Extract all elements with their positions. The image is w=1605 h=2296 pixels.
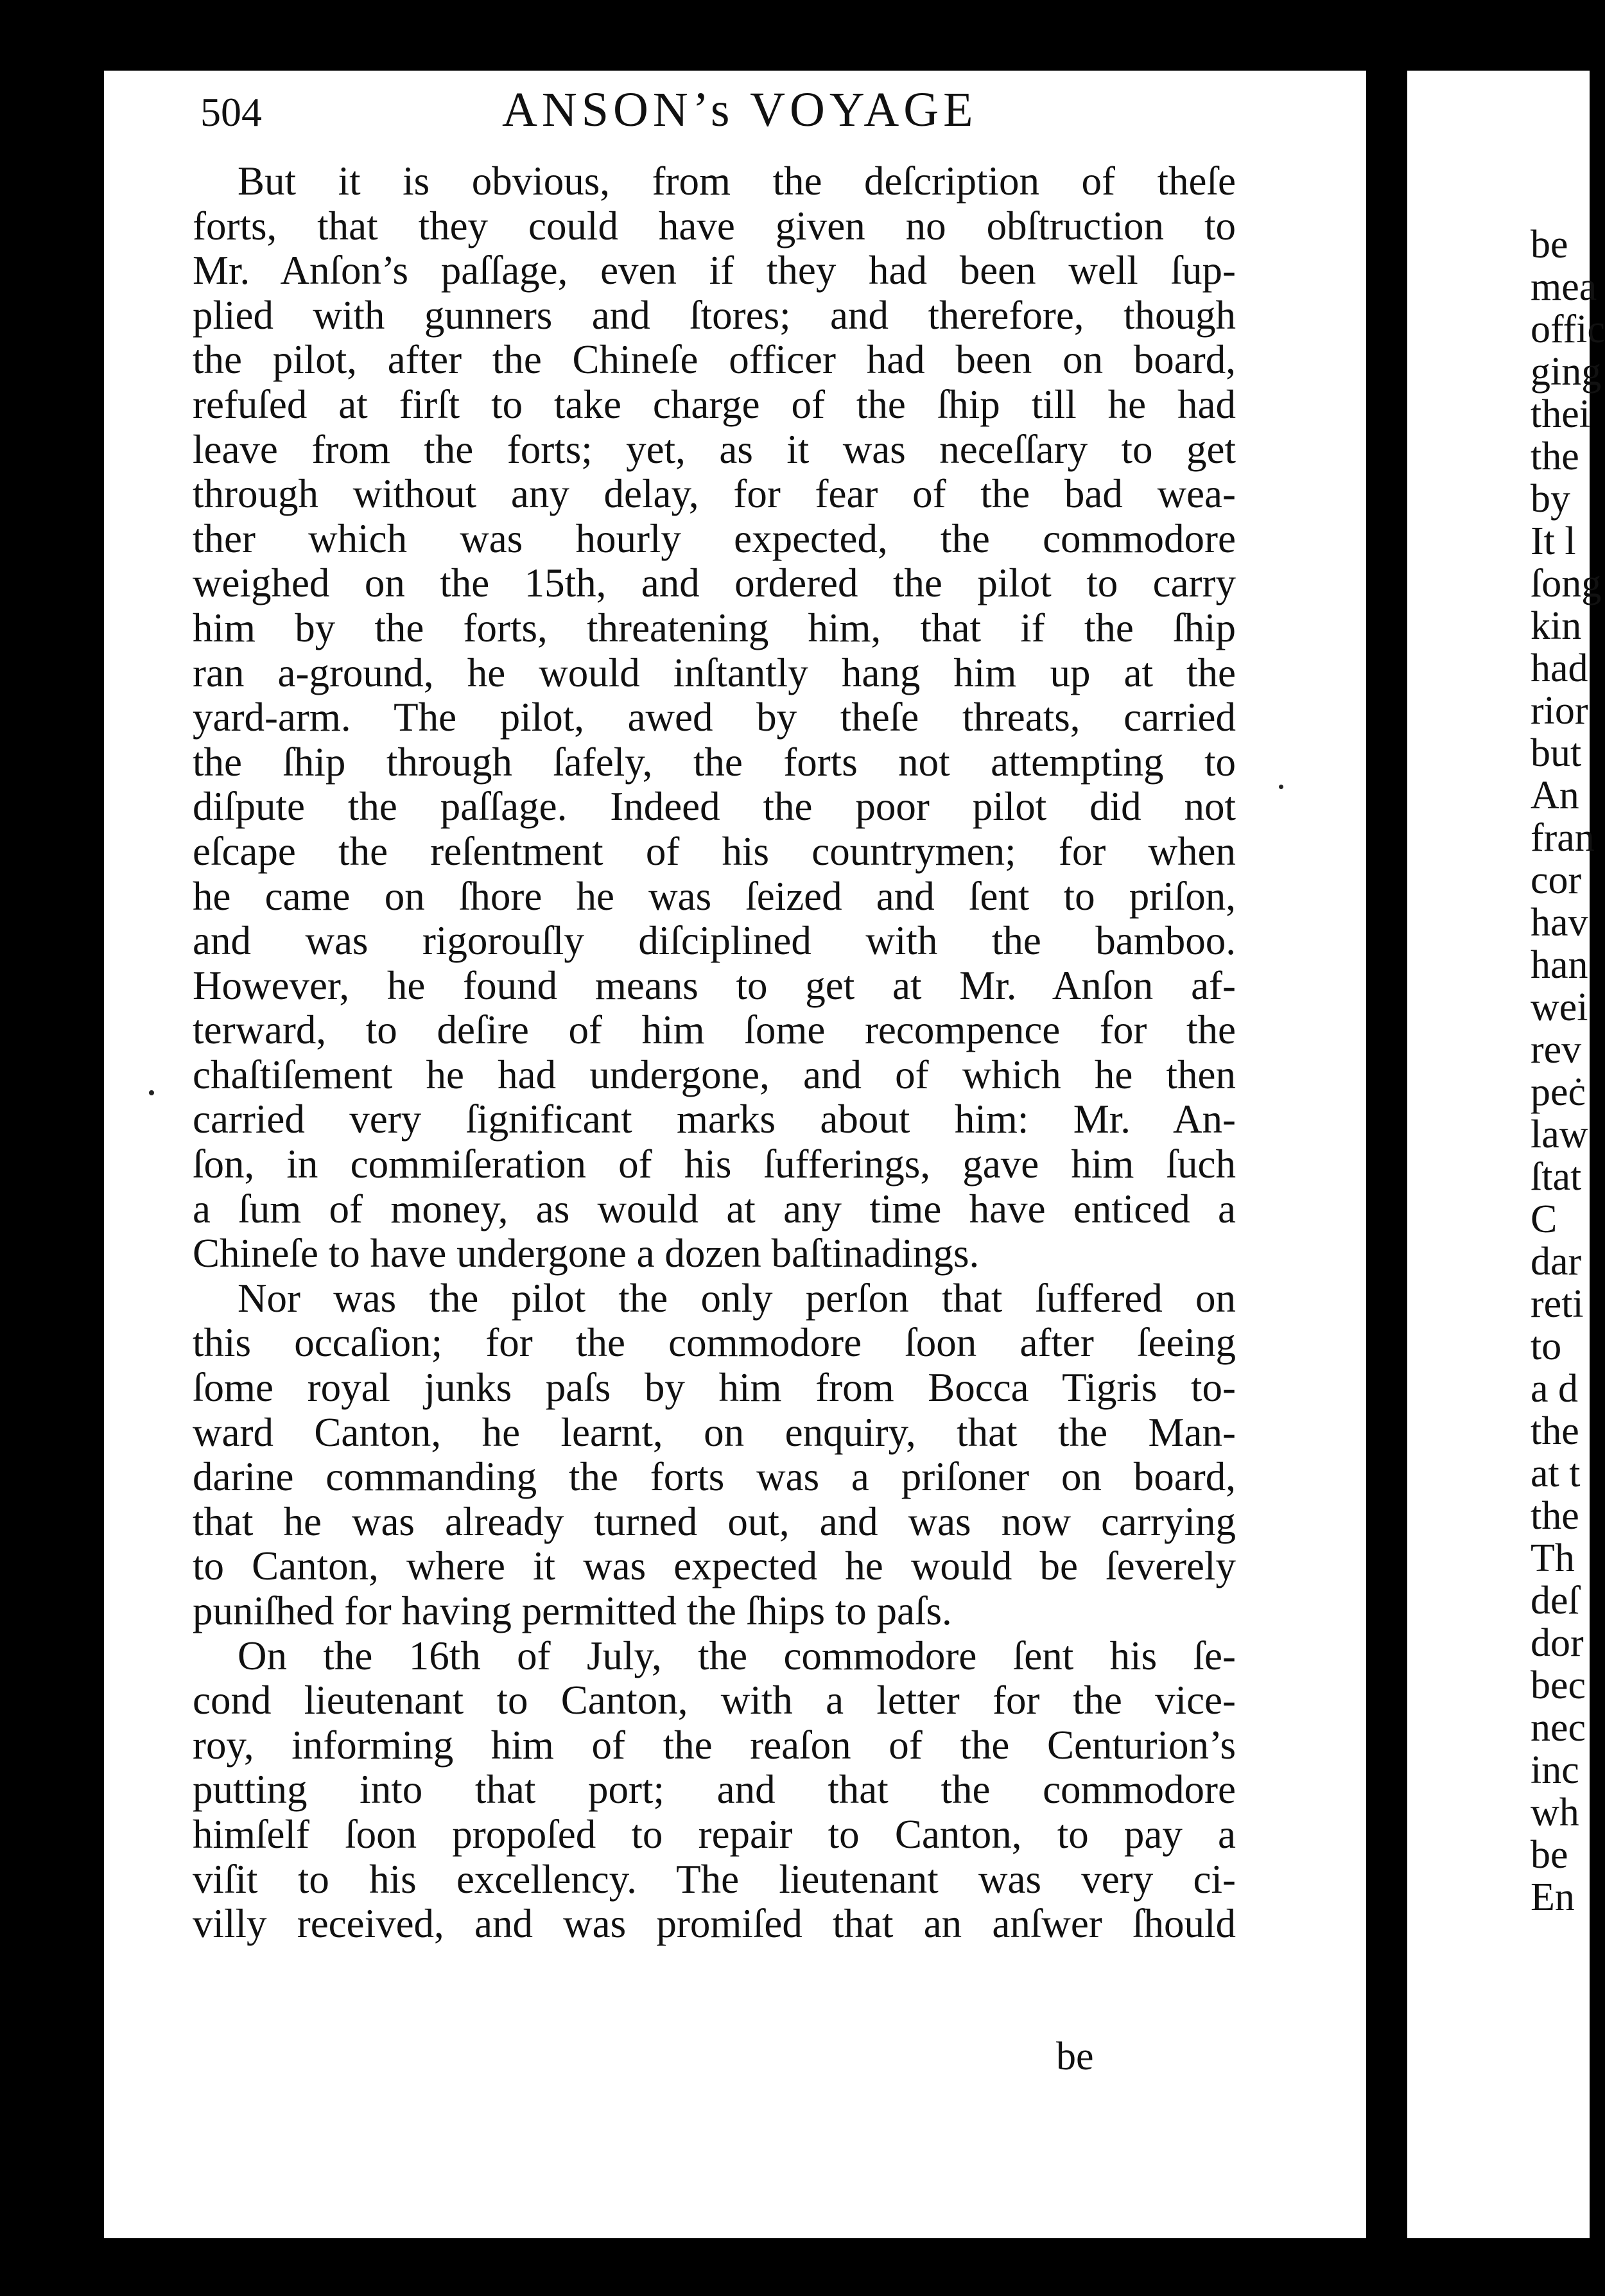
- right-page-fragment: wei: [1531, 986, 1588, 1029]
- right-page-fragment: han: [1531, 943, 1588, 987]
- ink-speck: [149, 1090, 154, 1095]
- right-page-fragment: kin: [1531, 604, 1582, 648]
- right-page-fragment: hav: [1531, 901, 1588, 944]
- text-line: to Canton, where it was expected he would be ſeverely: [193, 1544, 1236, 1589]
- text-line: this occaſion; for the commodore ſoon after ſeeing: [193, 1320, 1236, 1366]
- right-page-fragment: An: [1531, 774, 1579, 817]
- text-line: putting into that port; and that the commodore: [193, 1767, 1236, 1813]
- right-page-fragment: but: [1531, 731, 1582, 775]
- right-page-fragment: peċ: [1531, 1070, 1586, 1114]
- right-page-fragment: offic: [1531, 308, 1605, 351]
- text-line: a ſum of money, as would at any time have enticed a: [193, 1186, 1236, 1231]
- text-line: darine commanding the forts was a priſoner on board,: [193, 1454, 1236, 1500]
- text-line: puniſhed for having permitted the ſhips to paſs.: [193, 1588, 952, 1633]
- right-page-fragment: deſ: [1531, 1579, 1579, 1622]
- text-line: weighed on the 15th, and ordered the pilot to carry: [193, 561, 1236, 606]
- right-page-fragment: the: [1531, 1409, 1579, 1453]
- text-line: On the 16th of July, the commodore ſent his ſe-: [238, 1633, 1236, 1678]
- right-page-fragment: the: [1531, 435, 1579, 478]
- text-line: through without any delay, for fear of the bad wea-: [193, 471, 1236, 517]
- right-page-fragment: had: [1531, 647, 1588, 690]
- text-line: leave from the forts; yet, as it was neceſſary to get: [193, 426, 1236, 472]
- right-page-fragment: be: [1531, 223, 1568, 266]
- right-page-fragment: ſtat: [1531, 1155, 1582, 1199]
- text-line: However, he found means to get at Mr. Anſon af-: [193, 962, 1236, 1008]
- right-page-fragment: the: [1531, 1494, 1579, 1538]
- right-page-fragment: rior: [1531, 689, 1588, 733]
- text-line: himſelf ſoon propoſed to repair to Canton, to pay a: [193, 1811, 1236, 1857]
- right-page-fragment: thei: [1531, 392, 1590, 436]
- text-line: refuſed at firſt to take charge of the ſhip till he had: [193, 381, 1236, 427]
- text-line: ſon, in commiſeration of his ſufferings, gave him ſuch: [193, 1142, 1236, 1187]
- right-page-fragment: wh: [1531, 1791, 1579, 1834]
- right-page-fragment: C: [1531, 1197, 1557, 1241]
- right-page-fragment: dar: [1531, 1240, 1582, 1283]
- text-line: that he was already turned out, and was now carrying: [193, 1499, 1236, 1544]
- text-line: viſit to his excellency. The lieutenant was very ci-: [193, 1856, 1236, 1902]
- right-page-fragment: bec: [1531, 1664, 1586, 1707]
- right-page-fragment: nec: [1531, 1706, 1586, 1750]
- catchword: be: [1056, 2035, 1094, 2078]
- right-page-fragment: a d: [1531, 1367, 1579, 1411]
- right-page-fragment: En: [1531, 1875, 1575, 1919]
- text-line: terward, to deſire of him ſome recompence for the: [193, 1007, 1236, 1053]
- text-line: roy, informing him of the reaſon of the Centurion’s: [193, 1722, 1236, 1768]
- right-page-fragment: ging: [1531, 350, 1602, 394]
- text-line: Chineſe to have undergone a dozen baſtinadings.: [193, 1231, 980, 1276]
- right-page-fragment: rev: [1531, 1028, 1582, 1072]
- text-line: ſome royal junks paſs by him from Bocca Tigris to-: [193, 1365, 1236, 1411]
- text-line: he came on ſhore he was ſeized and ſent to priſon,: [193, 873, 1236, 919]
- right-page-fragment: mea: [1531, 265, 1597, 309]
- text-line: ther which was hourly expected, the commodore: [193, 516, 1236, 561]
- right-page-fragment: dor: [1531, 1621, 1584, 1665]
- text-line: villy received, and was promiſed that an anſwer ſhould: [193, 1901, 1236, 1947]
- right-page-fragment: be: [1531, 1833, 1568, 1877]
- text-line: eſcape the reſentment of his countrymen; for when: [193, 828, 1236, 874]
- right-page-fragment: Th: [1531, 1536, 1575, 1580]
- text-line: him by the forts, threatening him, that if the ſhip: [193, 605, 1236, 650]
- right-page-fragment: inc: [1531, 1748, 1579, 1792]
- page-header: [200, 82, 1240, 153]
- text-line: the ſhip through ſafely, the forts not attempting to: [193, 739, 1236, 785]
- text-line: chaſtiſement he had undergone, and of which he then: [193, 1052, 1236, 1097]
- text-line: and was rigorouſly diſciplined with the bamboo.: [193, 918, 1236, 964]
- right-page-fragment: by: [1531, 477, 1570, 521]
- running-title: ANSON’s VOYAGE: [502, 83, 978, 137]
- right-page-fragment: reti: [1531, 1282, 1584, 1326]
- right-page-fragment: at t: [1531, 1452, 1581, 1495]
- right-page-fragment: to: [1531, 1325, 1562, 1368]
- text-line: ran a-ground, he would inſtantly hang him up at the: [193, 650, 1236, 695]
- page-number: 504: [200, 89, 262, 135]
- text-line: But it is obvious, from the deſcription of theſe: [238, 159, 1236, 204]
- body-text: [193, 159, 1236, 1947]
- right-page-fragment: It l: [1531, 519, 1576, 563]
- text-line: diſpute the paſſage. Indeed the poor pilot did not: [193, 784, 1236, 830]
- text-line: Nor was the pilot the only perſon that ſuffered on: [238, 1275, 1236, 1321]
- text-line: the pilot, after the Chineſe officer had been on board,: [193, 337, 1236, 383]
- text-line: yard-arm. The pilot, awed by theſe threats, carried: [193, 695, 1236, 740]
- text-line: cond lieutenant to Canton, with a letter for the vice-: [193, 1678, 1236, 1723]
- text-line: plied with gunners and ſtores; and therefore, though: [193, 292, 1236, 338]
- right-page-fragment: cor: [1531, 858, 1582, 902]
- right-page-fragment: fran: [1531, 816, 1595, 860]
- right-page-text-fragments: [1531, 223, 1605, 1919]
- right-page-fragment: ſong: [1531, 562, 1602, 605]
- text-line: forts, that they could have given no obſtruction to: [193, 203, 1236, 248]
- right-page-fragment: law: [1531, 1113, 1588, 1156]
- ink-speck: [1279, 785, 1283, 789]
- text-line: ward Canton, he learnt, on enquiry, that the Man-: [193, 1409, 1236, 1455]
- text-line: Mr. Anſon’s paſſage, even if they had been well ſup-: [193, 248, 1236, 293]
- text-line: carried very ſignificant marks about him: Mr. An-: [193, 1097, 1236, 1142]
